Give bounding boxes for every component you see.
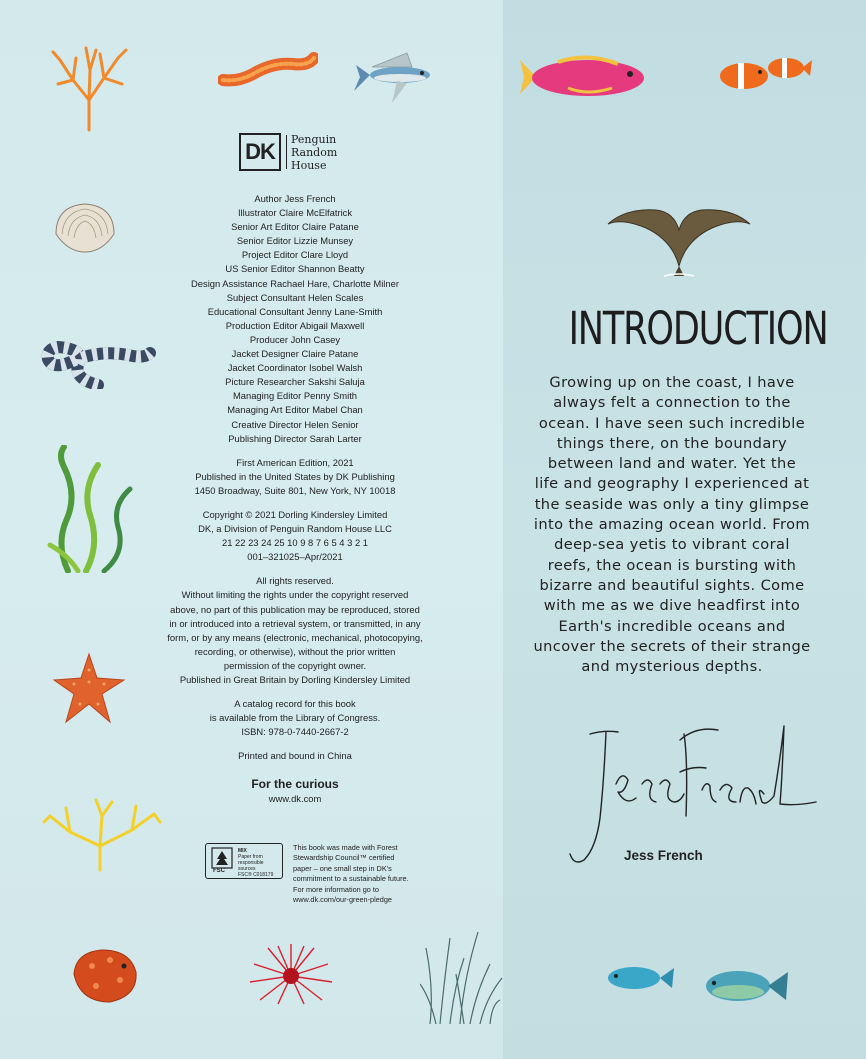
intro-line: bizarre and beautiful sights. Come (539, 576, 805, 594)
intro-line: Earth's incredible oceans and (558, 617, 786, 635)
credit-line: Subject Consultant Helen Scales (226, 291, 364, 303)
pink-fish-icon (518, 52, 654, 102)
starfish-icon (52, 652, 126, 724)
credit-line: Educational Consultant Jenny Lane-Smith (207, 305, 383, 317)
dk-logo: DK (239, 133, 281, 171)
intro-line: things there, on the boundary (556, 434, 788, 452)
intro-line: reefs, the ocean is bursting with (547, 556, 797, 574)
sea-snake-icon (38, 325, 156, 389)
seaweed-icon (38, 445, 138, 573)
logo-divider (286, 135, 287, 169)
penguin-random-house-logo: Penguin Random House (291, 133, 338, 172)
credit-line: Creative Director Helen Senior (231, 418, 359, 430)
frogfish-icon (66, 944, 142, 1006)
orange-coral-icon (48, 40, 130, 132)
yellow-coral-icon (40, 796, 164, 872)
blue-fish-icon (602, 962, 674, 994)
printed-line: Printed and bound in China (238, 750, 352, 762)
blue-green-fish-icon (700, 966, 790, 1006)
fsc-logo-label: FSC (213, 868, 225, 874)
signature-name: Jess French (624, 848, 703, 863)
intro-line: and mysterious depths. (581, 658, 763, 676)
intro-line: always felt a connection to the (553, 394, 791, 412)
intro-line: ocean. I have seen such incredible (538, 414, 806, 432)
fsc-statement: This book was made with Forest Stewardship Council™ certified paper – one small step in DK's commitment to a sustainable future. For more information go to www.dk.com/our-green-pledge (293, 843, 435, 905)
catalog-block: A catalog record for this book is available from the Library of Congress. ISBN: 978-0-7440-2667-2 (209, 698, 381, 738)
credits-list (150, 192, 440, 446)
intro-line: Growing up on the coast, I have (549, 374, 795, 391)
fsc-badge (205, 843, 283, 879)
clam-shell-icon (52, 200, 118, 256)
credit-line: US Senior Editor Shannon Beatty (225, 263, 365, 275)
rights-block: All rights reserved. Without limiting the rights under the copyright reserved above, no part of this publication may be reproduced, stored in or introduced into a retrieval system, or transmitted, in any form, or by any means (electronic, mechanical, photocopying, recording, or otherwise), without the prior written permission of the copyright owner. Published in Great Britain by Dorling Kindersley Limited (167, 575, 423, 685)
credit-line: Senior Editor Lizzie Munsey (236, 235, 354, 247)
sea-worm-icon (218, 52, 318, 90)
credit-line: Managing Editor Penny Smith (232, 390, 358, 402)
credit-line: Picture Researcher Sakshi Saluja (225, 376, 365, 388)
fsc-badge-text: MIX Paper from responsible sources FSC® C018179 (238, 848, 274, 878)
sea-urchin-icon (248, 942, 334, 1006)
whale-tail-icon (606, 206, 752, 278)
website-link[interactable]: www.dk.com (268, 793, 322, 805)
credit-line: Producer John Casey (249, 333, 341, 345)
credit-line: Design Assistance Rachael Hare, Charlotte Milner (191, 277, 399, 289)
intro-line: deep-sea yetis to vibrant coral (554, 536, 790, 554)
credit-line: Jacket Coordinator Isobel Walsh (227, 362, 363, 374)
credit-line: Illustrator Claire McElfatrick (237, 207, 353, 219)
credit-line: Jacket Designer Claire Patane (231, 348, 359, 360)
credit-line: Managing Art Editor Mabel Chan (227, 404, 363, 416)
copyright-block: Copyright © 2021 Dorling Kindersley Limited DK, a Division of Penguin Random House LLC 21 22 23 24 25 10 9 8 7 6 5 4 3 2 1 001–321025–Apr/2021 (198, 508, 392, 563)
intro-line: the seaside was only a tiny glimpse (534, 495, 810, 513)
intro-line: between land and water. Yet the (547, 455, 797, 473)
introduction-title: INTRODUCTION (568, 302, 828, 355)
credit-line: Senior Art Editor Claire Patane (231, 221, 359, 233)
fsc-notice (205, 843, 435, 903)
flying-fish-icon (352, 45, 442, 115)
publisher-logo (239, 133, 369, 173)
edition-block: First American Edition, 2021 Published in the United States by DK Publishing 1450 Broadway, Suite 801, New York, NY 10018 (194, 456, 396, 496)
intro-line: into the amazing ocean world. From (533, 516, 811, 534)
intro-line: uncover the secrets of their strange (533, 637, 811, 655)
intro-line: with me as we dive headfirst into (543, 597, 801, 615)
colophon (150, 192, 440, 807)
clownfish-icon (716, 50, 812, 96)
pledge-link[interactable]: www.dk.com/our-green-pledge (293, 895, 392, 905)
intro-line: life and geography I experienced at (534, 475, 810, 493)
credit-line: Production Editor Abigail Maxwell (225, 319, 365, 331)
credit-line: Publishing Director Sarah Larter (228, 432, 362, 444)
seagrass-icon (420, 918, 503, 1026)
tagline: For the curious (251, 777, 339, 792)
credit-line: Project Editor Clare Lloyd (241, 249, 349, 261)
credit-line: Author Jess French (254, 193, 336, 204)
introduction-text (522, 373, 822, 677)
